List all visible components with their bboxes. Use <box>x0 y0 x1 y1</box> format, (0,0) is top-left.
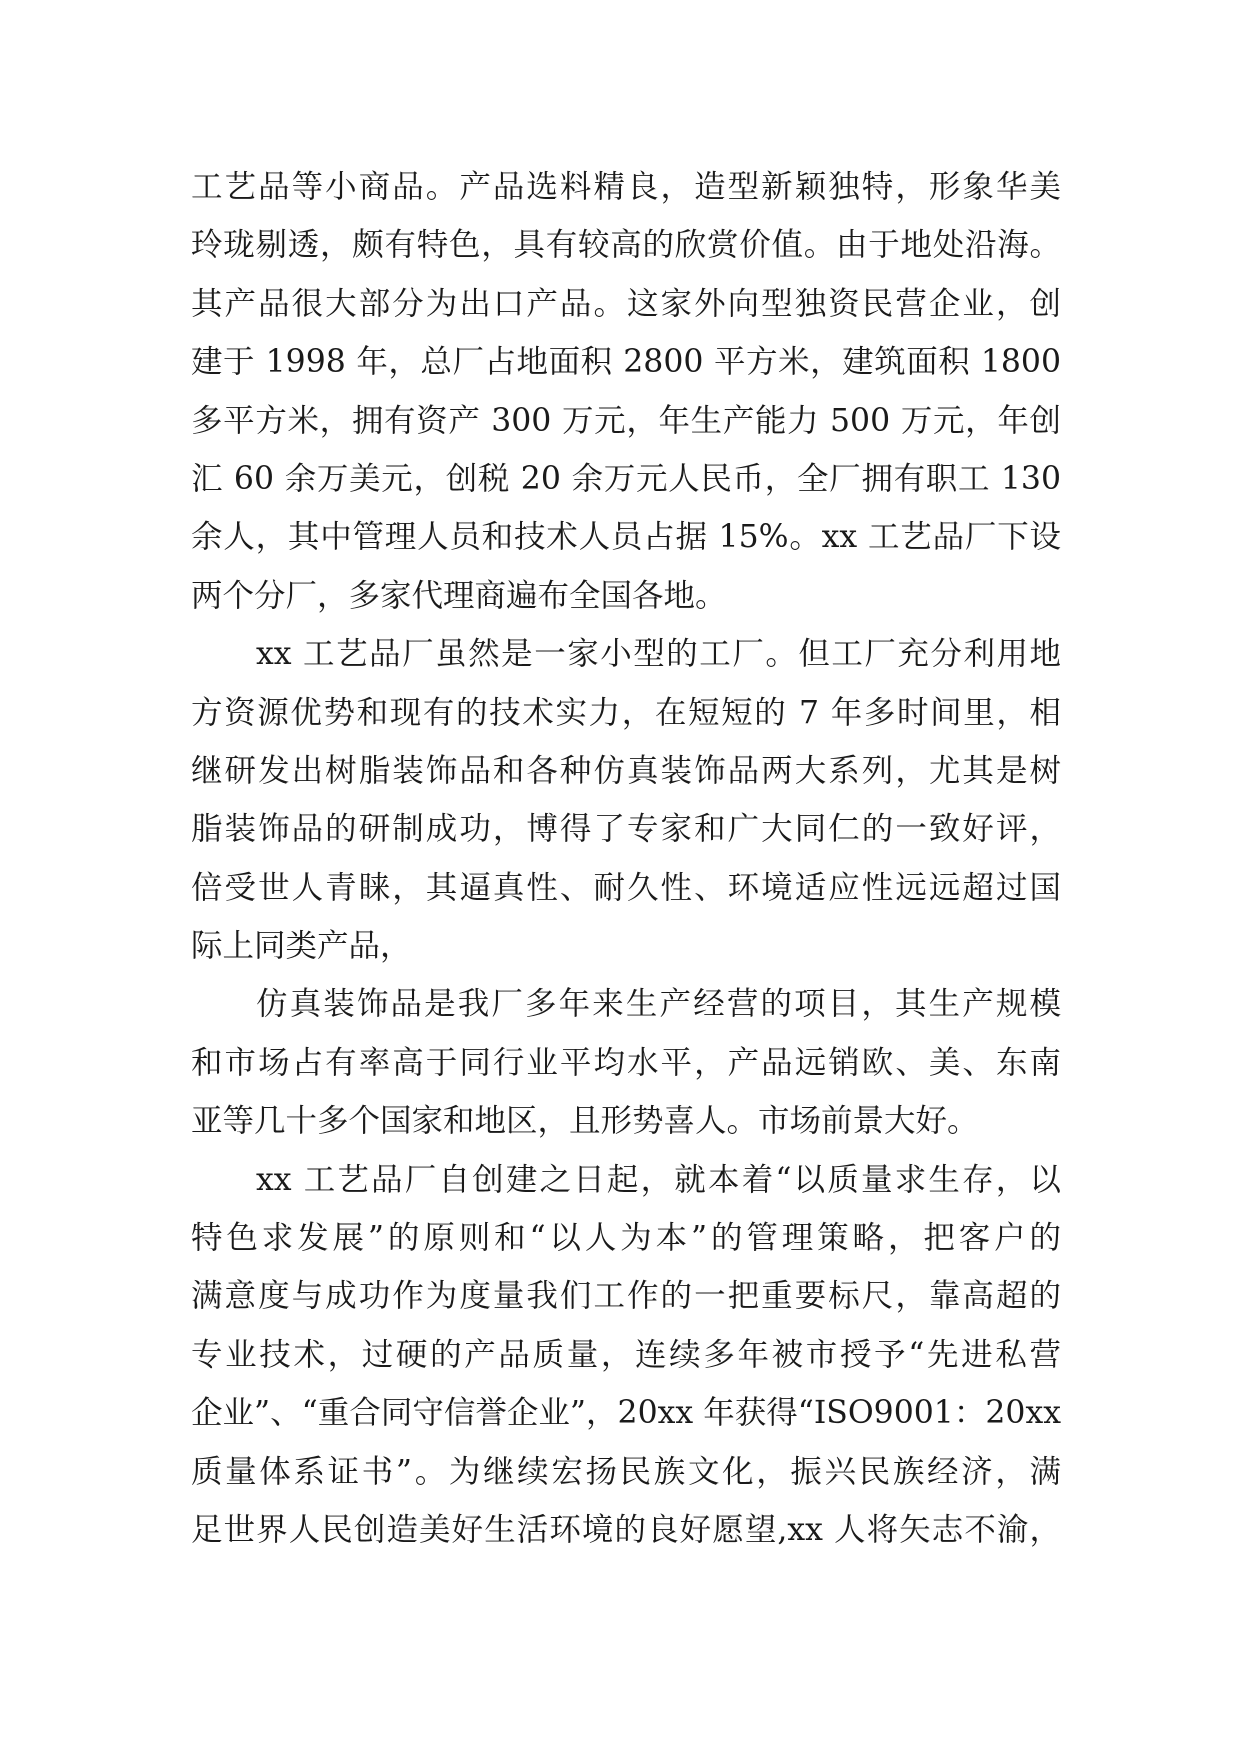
text-line: 其产品很大部分为出口产品。这家外向型独资民营企业，创 <box>191 285 1061 322</box>
text-line: 继研发出树脂装饰品和各种仿真装饰品两大系列，尤其是树 <box>191 752 1061 789</box>
text-line: 玲珑剔透，颇有特色，具有较高的欣赏价值。由于地处沿海。 <box>191 227 1061 264</box>
text-line: 满意度与成功作为度量我们工作的一把重要标尺，靠高超的 <box>191 1278 1061 1315</box>
text-line: 企业”、“重合同守信誉企业”，20xx 年获得“ISO9001：20xx <box>191 1395 1061 1432</box>
text-line: 余人，其中管理人员和技术人员占据 15%。xx 工艺品厂下设 <box>191 519 1061 556</box>
text-line: 汇 60 余万美元，创税 20 余万元人民币，全厂拥有职工 130 <box>191 460 1061 497</box>
text-line: 际上同类产品， <box>191 928 412 965</box>
body-text <box>191 158 1061 1559</box>
text-line: 多平方米，拥有资产 300 万元，年生产能力 500 万元，年创 <box>191 402 1061 439</box>
text-line: 脂装饰品的研制成功，博得了专家和广大同仁的一致好评， <box>191 811 1061 848</box>
text-line: xx 工艺品厂自创建之日起，就本着“以质量求生存，以 <box>256 1161 1061 1198</box>
text-line: 和市场占有率高于同行业平均水平，产品远销欧、美、东南 <box>191 1044 1061 1081</box>
text-line: 质量体系证书”。为继续宏扬民族文化，振兴民族经济，满 <box>191 1453 1061 1490</box>
text-line: 倍受世人青睐，其逼真性、耐久性、环境适应性远远超过国 <box>191 869 1061 906</box>
text-line: 足世界人民创造美好生活环境的良好愿望,xx 人将矢志不渝， <box>191 1511 1061 1548</box>
text-line: 工艺品等小商品。产品选料精良，造型新颖独特，形象华美 <box>191 169 1061 205</box>
text-line: 仿真装饰品是我厂多年来生产经营的项目，其生产规模 <box>256 986 1061 1023</box>
text-line: 亚等几十多个国家和地区，且形势喜人。市场前景大好。 <box>191 1103 979 1140</box>
text-line: 方资源优势和现有的技术实力，在短短的 7 年多时间里，相 <box>191 694 1061 731</box>
text-line: 专业技术，过硬的产品质量，连续多年被市授予“先进私营 <box>191 1336 1061 1373</box>
text-line: 两个分厂，多家代理商遍布全国各地。 <box>191 577 727 614</box>
text-line: 特色求发展”的原则和“以人为本”的管理策略，把客户的 <box>191 1220 1061 1257</box>
text-line: xx 工艺品厂虽然是一家小型的工厂。但工厂充分利用地 <box>256 636 1061 673</box>
text-line: 建于 1998 年，总厂占地面积 2800 平方米，建筑面积 1800 <box>191 344 1061 381</box>
